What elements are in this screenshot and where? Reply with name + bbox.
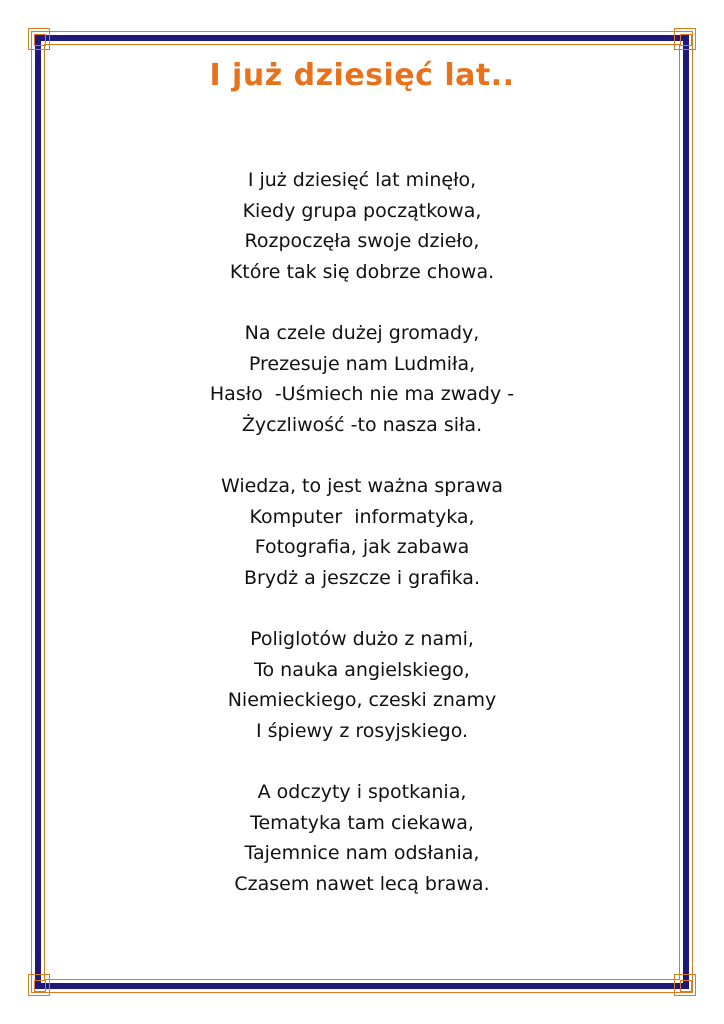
poem-title: I już dziesięć lat.. bbox=[209, 58, 515, 93]
poem-line: Brydż a jeszcze i grafika. bbox=[244, 566, 480, 589]
poem-line: Wiedza, to jest ważna sprawa bbox=[220, 475, 504, 497]
stanza bbox=[0, 777, 724, 899]
poem-line: Poliglotów dużo z nami, bbox=[250, 628, 474, 650]
corner-ornament-bottom-right bbox=[674, 974, 696, 996]
poem-line: Tematyka tam ciekawa, bbox=[250, 811, 474, 834]
poem-line: Czasem nawet lecą brawa. bbox=[234, 872, 490, 895]
poem-line: Fotografia, jak zabawa bbox=[254, 536, 470, 558]
poem-line: To nauka angielskiego, bbox=[254, 658, 470, 681]
poem-line: Prezesuje nam Ludmiła, bbox=[248, 352, 476, 375]
poem-line: Hasło -Uśmiech nie ma zwady - bbox=[209, 383, 515, 405]
poem-line: Kiedy grupa początkowa, bbox=[242, 199, 482, 222]
poem-line: A odczyty i spotkania, bbox=[257, 781, 467, 803]
poem-line: Które tak się dobrze chowa. bbox=[229, 260, 495, 283]
poem-line: Życzliwość -to nasza siła. bbox=[241, 413, 483, 436]
poem-line: I śpiewy z rosyjskiego. bbox=[255, 719, 469, 742]
poem-body bbox=[0, 165, 724, 930]
stanza bbox=[0, 624, 724, 746]
corner-ornament-bottom-left bbox=[28, 974, 50, 996]
corner-ornament-top-left bbox=[28, 28, 50, 50]
poem-line: Rozpoczęła swoje dzieło, bbox=[244, 230, 480, 252]
stanza bbox=[0, 165, 724, 287]
poem-line: I już dziesięć lat minęło, bbox=[247, 169, 477, 191]
stanza bbox=[0, 471, 724, 593]
poem-line: Komputer informatyka, bbox=[249, 505, 475, 528]
poem-line: Na czele dużej gromady, bbox=[244, 322, 480, 344]
corner-ornament-top-right bbox=[674, 28, 696, 50]
poem-line: Tajemnice nam odsłania, bbox=[244, 842, 480, 864]
stanza bbox=[0, 318, 724, 440]
poem-line: Niemieckiego, czeski znamy bbox=[227, 689, 497, 711]
